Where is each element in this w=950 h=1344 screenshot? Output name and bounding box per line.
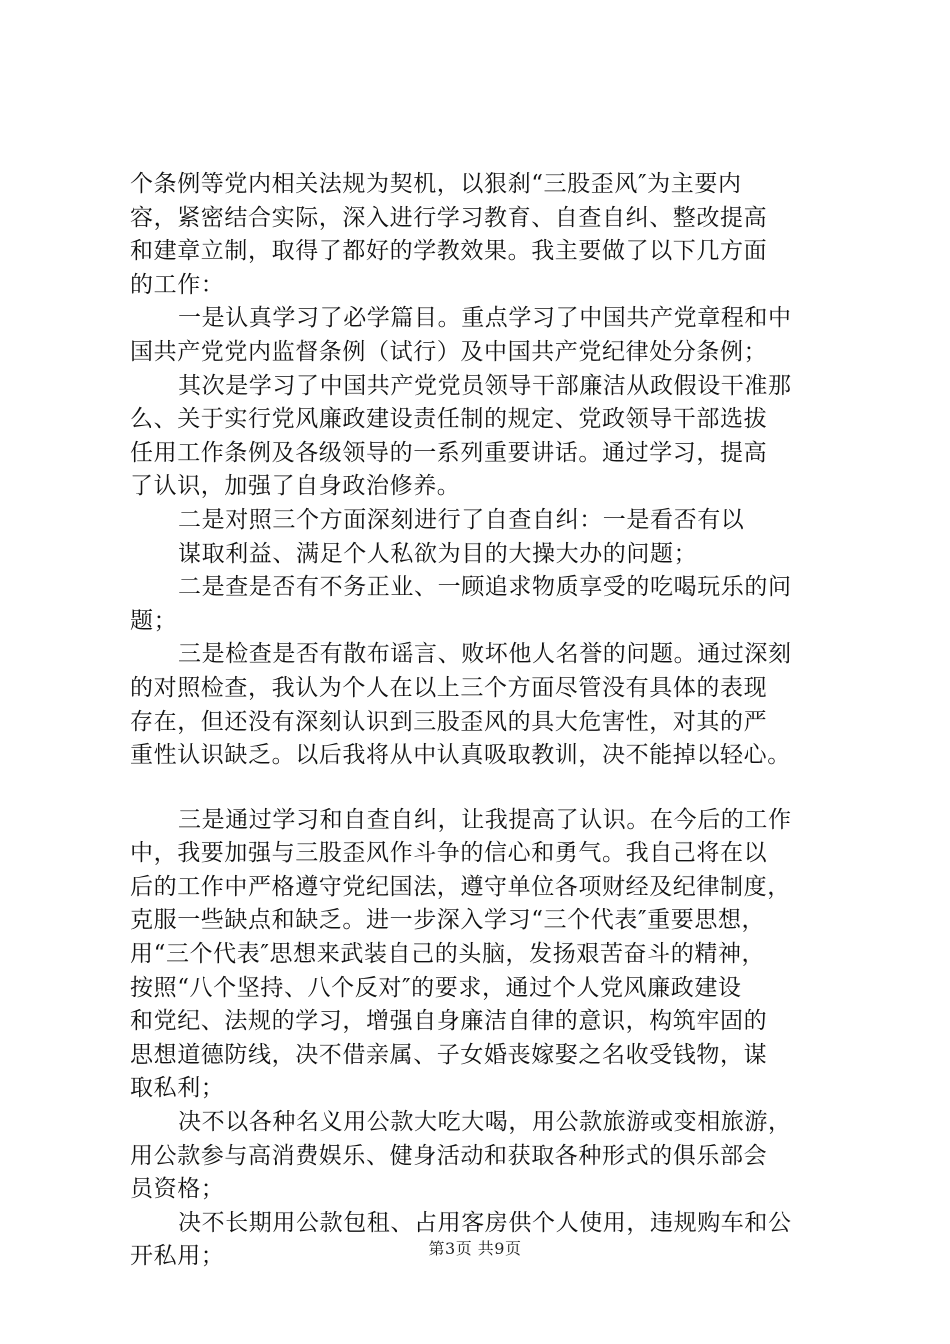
text-line: 任用工作条例及各级领导的一系列重要讲话。通过学习，提高 (130, 439, 768, 466)
text-line: 三是通过学习和自查自纠，让我提高了认识。在今后的工作 (178, 806, 792, 833)
text-line: 存在，但还没有深刻认识到三股歪风的具大危害性，对其的严 (130, 708, 768, 735)
page-number-label: 第3页 共9页 (428, 1239, 522, 1258)
text-line: 克服一些缺点和缺乏。进一步深入学习“三个代表″重要思想， (130, 907, 766, 934)
text-line: 的工作： (130, 271, 225, 298)
text-line: 谋取利益、满足个人私欲为目的大操大办的问题； (178, 540, 698, 567)
text-line: 决不以各种名义用公款大吃大喝，用公款旅游或变相旅游， (178, 1109, 792, 1136)
text-line: 题； (130, 607, 178, 634)
text-line: 和建章立制，取得了都好的学教效果。我主要做了以下几方面 (130, 238, 768, 265)
text-line: 了认识，加强了自身政治修养。 (130, 473, 461, 500)
text-line: 其次是学习了中国共产党党员领导干部廉洁从政假设干准那 (178, 372, 792, 399)
text-line: 取私利； (130, 1075, 225, 1102)
text-line: 和党纪、法规的学习，增强自身廉洁自律的意识，构筑牢固的 (130, 1008, 768, 1035)
text-line: 的对照检查，我认为个人在以上三个方面尽管没有具体的表现 (130, 674, 768, 701)
text-line: 开私用； (130, 1243, 225, 1270)
text-line: 用“三个代表″思想来武装自己的头脑，发扬艰苦奋斗的精神， (130, 941, 766, 968)
text-line: 用公款参与高消费娱乐、健身活动和获取各种形式的俱乐部会 (130, 1142, 768, 1169)
text-line: 个条例等党内相关法规为契机，以狠刹“三股歪风″为主要内 (130, 171, 742, 197)
text-line: 二是查是否有不务正业、一顾追求物质享受的吃喝玩乐的问 (178, 574, 792, 601)
document-body (130, 168, 842, 1274)
text-line: 重性认识缺乏。以后我将从中认真吸取教训，决不能掉以轻心。 (130, 742, 791, 769)
text-line: 么、关于实行党风廉政建设责任制的规定、党政领导干部选拔 (130, 406, 768, 433)
text-line: 思想道德防线，决不借亲属、子女婚丧嫁娶之名收受钱物，谋 (130, 1041, 768, 1068)
text-line: 三是检查是否有散布谣言、败坏他人名誉的问题。通过深刻 (178, 641, 792, 668)
text-line: 按照“八个坚持、八个反对″的要求，通过个人党风廉政建设 (130, 974, 742, 1001)
text-line: 决不长期用公款包租、占用客房供个人使用，违规购车和公 (178, 1209, 792, 1236)
text-line: 二是对照三个方面深刻进行了自查自纠：一是看否有以 (178, 506, 745, 533)
text-line: 国共产党党内监督条例（试行）及中国共产党纪律处分条例； (130, 338, 768, 365)
paragraph-spacer (130, 773, 842, 804)
text-line: 中，我要加强与三股歪风作斗争的信心和勇气。我自己将在以 (130, 840, 768, 867)
text-line: 一是认真学习了必学篇目。重点学习了中国共产党章程和中 (178, 305, 792, 332)
text-line: 后的工作中严格遵守党纪国法，遵守单位各项财经及纪律制度， (130, 873, 791, 900)
page-footer (0, 1239, 950, 1259)
text-line: 员资格； (130, 1176, 225, 1203)
text-line: 容，紧密结合实际，深入进行学习教育、自查自纠、整改提高 (130, 204, 768, 231)
